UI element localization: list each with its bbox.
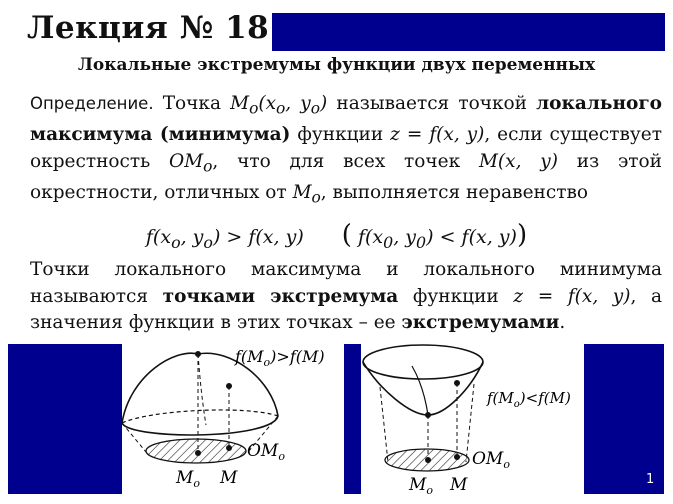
def-text-7: , выполняется неравенство bbox=[320, 181, 589, 203]
formula-right-mid: , y bbox=[393, 226, 417, 248]
max-m0-label: $M_o$ bbox=[176, 468, 201, 490]
p2-func: z = f(x, y) bbox=[513, 285, 631, 307]
def-text-1: Точка bbox=[153, 93, 231, 114]
p2-bold-2: экстремумами bbox=[401, 312, 560, 333]
max-meridian bbox=[198, 354, 206, 425]
min-m0-label: $M_o$ bbox=[409, 475, 434, 497]
max-surface-rim bbox=[122, 410, 278, 423]
min-bottom-point bbox=[425, 412, 431, 418]
def-mxy: M(x, y) bbox=[478, 150, 558, 172]
formula-paren-open: ( bbox=[341, 220, 352, 250]
def-m-sub: o bbox=[311, 188, 321, 207]
formula-right-end: ) < f(x, y) bbox=[426, 226, 517, 248]
def-m0: M bbox=[230, 93, 250, 114]
formula-left-end: ) > f(x, y) bbox=[212, 226, 304, 248]
formula-left-sub1: o bbox=[171, 232, 181, 252]
p2-text-4: . bbox=[559, 312, 566, 333]
min-proj-left bbox=[380, 387, 388, 462]
formula-right: f(x bbox=[357, 226, 384, 248]
max-condition-label: $f(M_o)>f(M)$ bbox=[235, 347, 325, 369]
slide-title: Лекция № 18 bbox=[27, 10, 270, 46]
formula-left-mid: , y bbox=[180, 226, 204, 248]
max-om-label: $OM_o$ bbox=[247, 441, 285, 463]
p2-text-3: , а значения функции в этих точках – ее bbox=[30, 285, 663, 333]
max-m-label: M bbox=[220, 468, 238, 488]
formula-left: f(x bbox=[145, 226, 172, 248]
def-text-3: функции bbox=[290, 124, 391, 146]
slide-subtitle: Локальные экстремумы функции двух переменных bbox=[77, 55, 596, 75]
min-m-point bbox=[454, 454, 460, 460]
max-m0-point bbox=[195, 450, 201, 456]
def-y0-sub: o bbox=[310, 99, 321, 118]
def-text-5: , что для всех точек bbox=[212, 150, 479, 172]
max-peak-point bbox=[195, 351, 201, 357]
max-surface-point bbox=[226, 383, 232, 389]
min-m-label: M bbox=[450, 475, 468, 495]
def-m0-args2: , y bbox=[285, 93, 311, 114]
min-bowl-outline bbox=[363, 362, 483, 415]
def-bold-term: локального максимума (минимума) bbox=[30, 93, 662, 146]
definition-label: Определение. bbox=[30, 94, 154, 113]
formula-right-sub2: 0 bbox=[416, 232, 427, 252]
def-m0-args3: ) bbox=[320, 93, 328, 114]
min-figure bbox=[363, 345, 571, 497]
def-text-4: , если существует окрестность bbox=[30, 124, 662, 172]
formula-left-sub2: o bbox=[203, 232, 213, 252]
formula-paren-close: ) bbox=[516, 220, 528, 250]
def-m0-args: (x bbox=[258, 93, 277, 114]
def-om-sub: o bbox=[203, 157, 213, 176]
p2-text-2: функции bbox=[398, 285, 514, 307]
def-func: z = f(x, y) bbox=[390, 124, 485, 146]
def-text-2: называется точкой bbox=[327, 93, 537, 114]
min-meridian bbox=[412, 366, 428, 415]
def-m0-sub: o bbox=[249, 99, 259, 118]
max-proj-left bbox=[122, 423, 146, 452]
formula-right-sub1: 0 bbox=[383, 232, 394, 252]
min-condition-label: $f(M_o)<f(M)$ bbox=[487, 389, 571, 410]
max-figure bbox=[122, 347, 325, 490]
max-m-point bbox=[226, 445, 232, 451]
min-surface-point bbox=[454, 380, 460, 386]
page-number: 1 bbox=[646, 472, 655, 487]
def-x0-sub: o bbox=[276, 99, 286, 118]
min-bowl-rim bbox=[363, 345, 483, 379]
min-m0-point bbox=[425, 457, 431, 463]
def-text-6: из этой окрестности, отличных от bbox=[30, 150, 663, 203]
def-om: OM bbox=[169, 150, 204, 172]
p2-bold-1: точками экстремума bbox=[162, 285, 399, 307]
min-om-label: $OM_o$ bbox=[472, 449, 510, 471]
def-m: M bbox=[292, 181, 312, 203]
p2-text-1: Точки локального максимума и локального минимума называются bbox=[30, 259, 662, 307]
